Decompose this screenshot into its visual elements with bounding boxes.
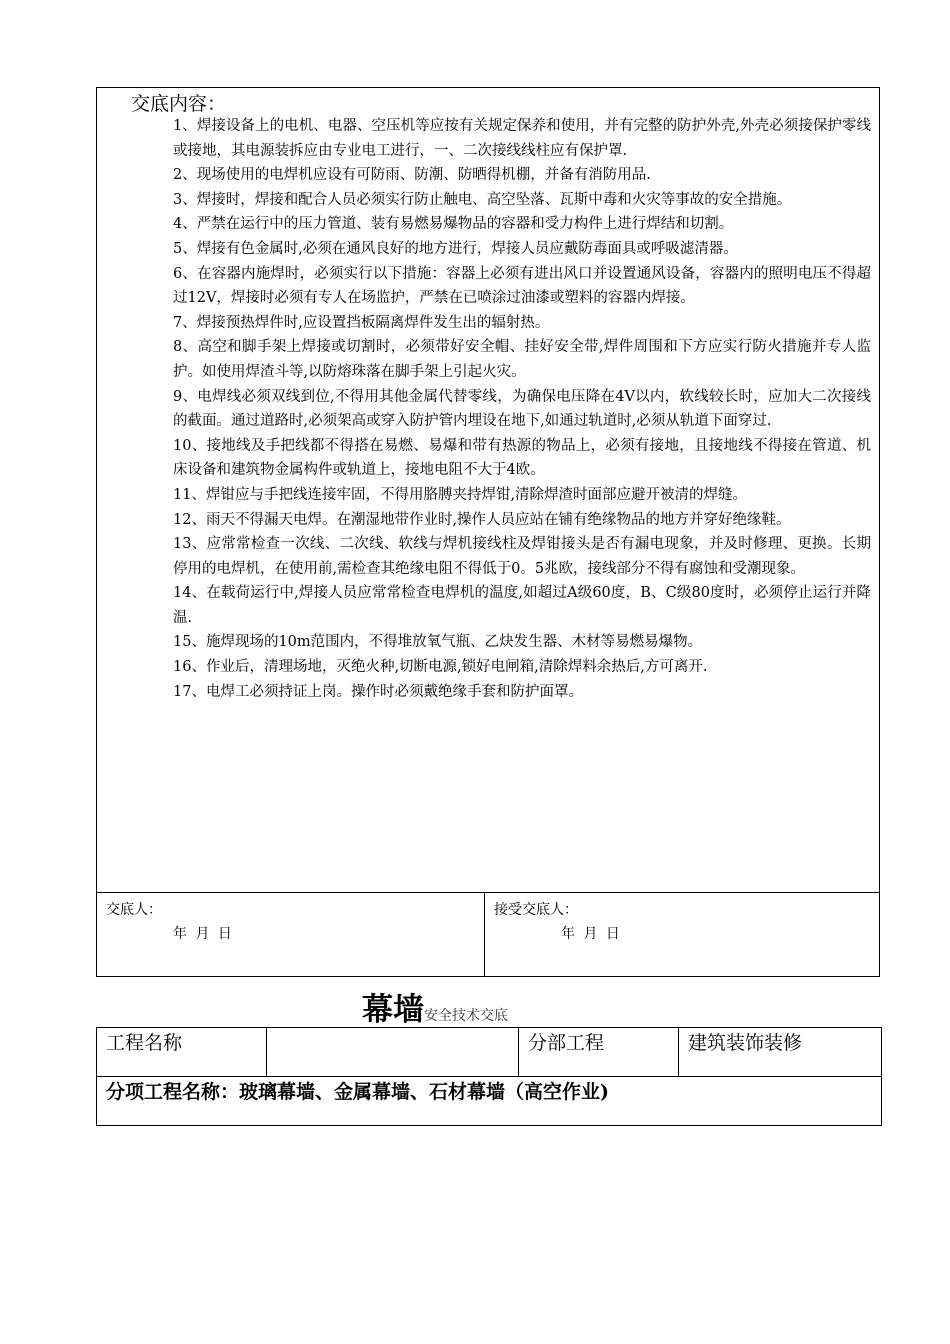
project-info-table — [96, 1027, 882, 1126]
list-item: 7、焊接预热焊件时,应设置挡板隔离焊件发生出的辐射热。 — [173, 314, 550, 331]
list-item: 16、作业后，清理场地，灭绝火种,切断电源,锁好电闸箱,清除焊料余热后,方可离开. — [173, 659, 708, 676]
receiver-date: 年 月 日 — [561, 926, 620, 942]
project-name-value — [267, 1028, 519, 1077]
list-item: 14、在载荷运行中,焊接人员应常常检查电焊机的温度,如超过A级60度，B、C级80度时，必须停止运行并降温. — [173, 585, 871, 626]
disclosure-box — [96, 87, 880, 977]
list-item: 12、雨天不得漏天电焊。在潮湿地带作业时,操作人员应站在铺有绝缘物品的地方并穿好绝缘鞋。 — [173, 511, 791, 528]
list-item: 6、在容器内施焊时，必须实行以下措施：容器上必须有进出风口并设置通风设备，容器内的照明电压不得超过12V，焊接时必须有专人在场监护，严禁在已喷涂过油漆或塑料的容器内焊接。 — [173, 265, 871, 307]
list-item: 13、应常常检查一次线、二次线、软线与焊机接线柱及焊钳接头是否有漏电现象，并及时修理、更换。长期停用的电焊机，在使用前,需检查其绝缘电阻不得低于0。5兆欧，接线部分不得有腐蚀和受潮现象。 — [173, 536, 871, 577]
receiver-label: 接受交底人： — [494, 902, 578, 918]
list-item: 2、现场使用的电焊机应设有可防雨、防潮、防晒得机棚，并备有消防用品. — [173, 167, 651, 184]
list-item: 10、接地线及手把线都不得搭在易燃、易爆和带有热源的物品上，必须有接地，且接地线不得接在管道、机床设备和建筑物金属构件或轨道上，接地电阻不大于4欧。 — [173, 437, 871, 479]
division-label: 分部工程 — [519, 1028, 679, 1077]
list-item: 17、电焊工必须持证上岗。操作时必须戴绝缘手套和防护面罩。 — [173, 683, 583, 700]
project-name-label: 工程名称 — [97, 1028, 267, 1077]
discloser-label: 交底人： — [106, 902, 162, 918]
signature-row — [97, 892, 879, 977]
discloser-date: 年 月 日 — [173, 926, 232, 942]
list-item: 8、高空和脚手架上焊接或切割时，必须带好安全帽、挂好安全带,焊件周围和下方应实行防火措施并专人监护。如使用焊渣斗等,以防熔珠落在脚手架上引起火灾。 — [173, 339, 871, 380]
list-item: 11、焊钳应与手把线连接牢固，不得用胳膊夹持焊钳,清除焊渣时面部应避开被清的焊缝。 — [173, 486, 748, 503]
list-item: 3、焊接时，焊接和配合人员必须实行防止触电、高空坠落、瓦斯中毒和火灾等事故的安全措施。 — [173, 191, 792, 208]
disclosure-items — [173, 114, 871, 704]
title-main: 幕墙 — [362, 992, 424, 1028]
list-item: 9、电焊线必须双线到位,不得用其他金属代替零线，为确保电压降在4V以内，软线较长时，应加大二次接线的截面。通过道路时,必须架高或穿入防护管内埋设在地下,如通过轨道时,必须从轨道下面穿过. — [173, 388, 871, 430]
disclosure-heading: 交底内容： — [131, 93, 227, 115]
document-title — [362, 984, 508, 1029]
discloser-cell — [97, 893, 485, 977]
title-sub: 安全技术交底 — [424, 1008, 508, 1024]
list-item: 15、施焊现场的10m范围内，不得堆放氧气瓶、乙炔发生器、木材等易燃易爆物。 — [173, 634, 703, 651]
list-item: 4、严禁在运行中的压力管道、装有易燃易爆物品的容器和受力构件上进行焊结和切割。 — [173, 216, 734, 233]
receiver-cell — [485, 893, 879, 977]
subitem-name: 分项工程名称：玻璃幕墙、金属幕墙、石材幕墙（高空作业) — [97, 1077, 882, 1126]
list-item: 5、焊接有色金属时,必须在通风良好的地方进行，焊接人员应戴防毒面具或呼吸滤清器。 — [173, 240, 738, 257]
division-value: 建筑装饰装修 — [679, 1028, 882, 1077]
list-item: 1、焊接设备上的电机、电器、空压机等应按有关规定保养和使用，并有完整的防护外壳,外壳必须接保护零线或接地，其电源装拆应由专业电工进行，一、二次接线线柱应有保护罩. — [173, 118, 871, 159]
